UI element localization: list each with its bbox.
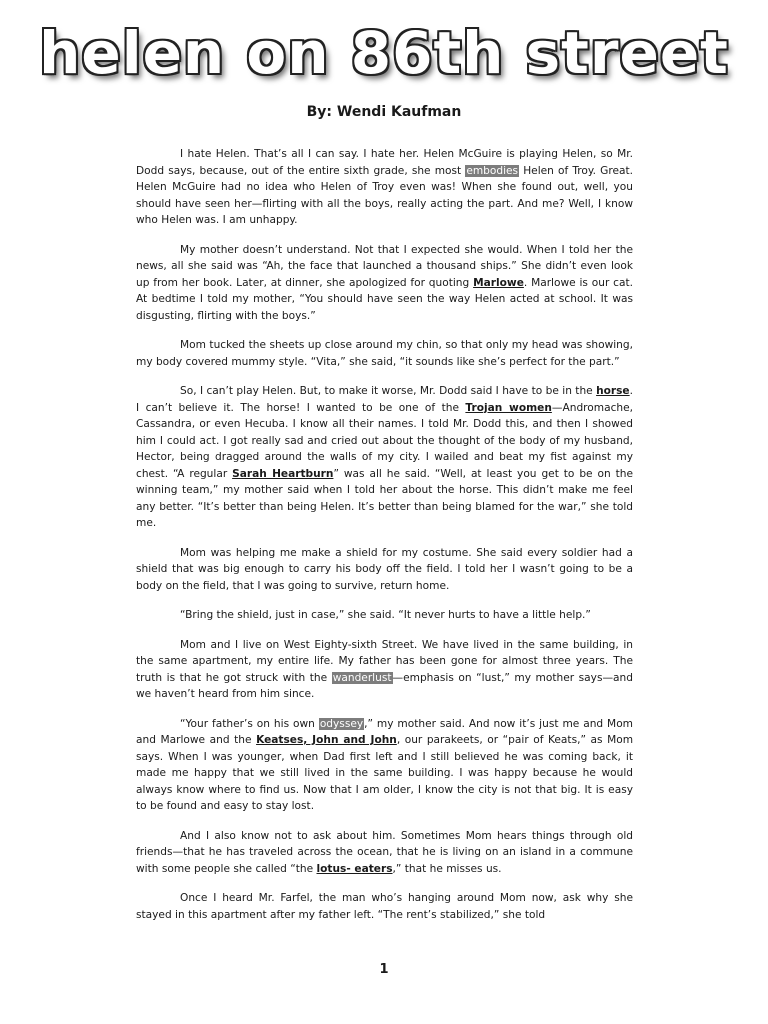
paragraph: So, I can’t play Helen. But, to make it worse, Mr. Dodd said I have to be in the horse. I can’t believe it. The horse! I wanted to be one of the Trojan women—Andromache, Cassandra, or even Hecuba. I know all their names. I told Mr. Dodd this, and then I showed him I could act. I got really sad and cried out about the thought of the body of my husband, Hector, being dragged around the walls of my city. I wailed and beat my fist against my chest. “A regular Sarah Heartburn” was all he said. “Well, at least you get to be on the winning team,” my mother said when I told her about the horse. This didn’t make me feel any better. “It’s better than being Helen. It’s better than being blamed for the war,” she told me. bbox=[136, 385, 634, 529]
underlined-term[interactable]: Sarah Heartburn bbox=[232, 467, 334, 480]
paragraph: And I also know not to ask about him. Sometimes Mom hears things through old friends—that he has traveled across the ocean, that he is living on an island in a commune with some people she called “the lotus- eaters,” that he misses us. bbox=[136, 829, 633, 875]
underlined-term[interactable]: Keatses, John and John bbox=[256, 734, 397, 746]
story-body bbox=[136, 146, 633, 936]
story-title: helen on 86th street bbox=[39, 19, 729, 87]
highlighted-term[interactable]: embodies bbox=[466, 164, 519, 177]
author-byline: By: Wendi Kaufman bbox=[306, 104, 462, 120]
paragraph: Once I heard Mr. Farfel, the man who’s hanging around Mom now, ask why she stayed in this apartment after my father left. “The rent’s stabilized,” she told bbox=[136, 892, 633, 921]
underlined-term[interactable]: Marlowe bbox=[473, 276, 524, 289]
highlighted-term[interactable]: wanderlust bbox=[332, 671, 392, 684]
highlighted-term[interactable]: odyssey bbox=[319, 717, 364, 730]
paragraph: Mom tucked the sheets up close around my chin, so that only my head was showing, my body covered mummy style. “Vita,” she said, “it sounds like she’s perfect for the part.” bbox=[136, 339, 633, 368]
paragraph: Mom and I live on West Eighty-sixth Street. We have lived in the same building, in the same apartment, my entire life. My father has been gone for almost three years. The truth is that he got struck with the wanderlust—emphasis on “lust,” my mother says—and we haven’t heard from him since. bbox=[136, 638, 633, 700]
underlined-term[interactable]: horse bbox=[596, 385, 630, 397]
underlined-term[interactable]: lotus- eaters bbox=[316, 862, 393, 875]
paragraph: I hate Helen. That’s all I can say. I hate her. Helen McGuire is playing Helen, so Mr. Dodd says, because, out of the entire sixth grade, she most embodies Helen of Troy. Great. Helen McGuire had no idea who Helen of Troy even was! When she found out, well, you should have seen her—flirting with all the boys, really acting the part. And me? Well, I know who Helen was. I am unhappy. bbox=[136, 148, 633, 226]
paragraph: My mother doesn’t understand. Not that I expected she would. When I told her the news, all she said was “Ah, the face that launched a thousand ships.” She didn’t even look up from her book. Later, at dinner, she apologized for quoting Marlowe. Marlowe is our cat. At bedtime I told my mother, “You should have seen the way Helen acted at school. It was disgusting, flirting with the boys.” bbox=[136, 243, 633, 322]
paragraph: “Bring the shield, just in case,” she said. “It never hurts to have a little help.” bbox=[180, 609, 591, 621]
underlined-term[interactable]: Trojan women bbox=[465, 401, 552, 414]
paragraph: Mom was helping me make a shield for my costume. She said every soldier had a shield that was big enough to carry his body off the field. I told her I wasn’t going to be a body on the field, that I was going to survive, return home. bbox=[136, 546, 633, 592]
paragraph: “Your father’s on his own odyssey,” my mother said. And now it’s just me and Mom and Marlowe and the Keatses, John and John, our parakeets, or “pair of Keats,” as Mom says. When I was younger, when Dad first left and I still believed he was coming back, it made me happy that we still lived in the same building. I was happy because he would always know where to find us. Now that I am older, I know the city is not that big. It is easy to be found and easy to stay lost. bbox=[136, 717, 634, 812]
page-number: 1 bbox=[379, 962, 389, 977]
